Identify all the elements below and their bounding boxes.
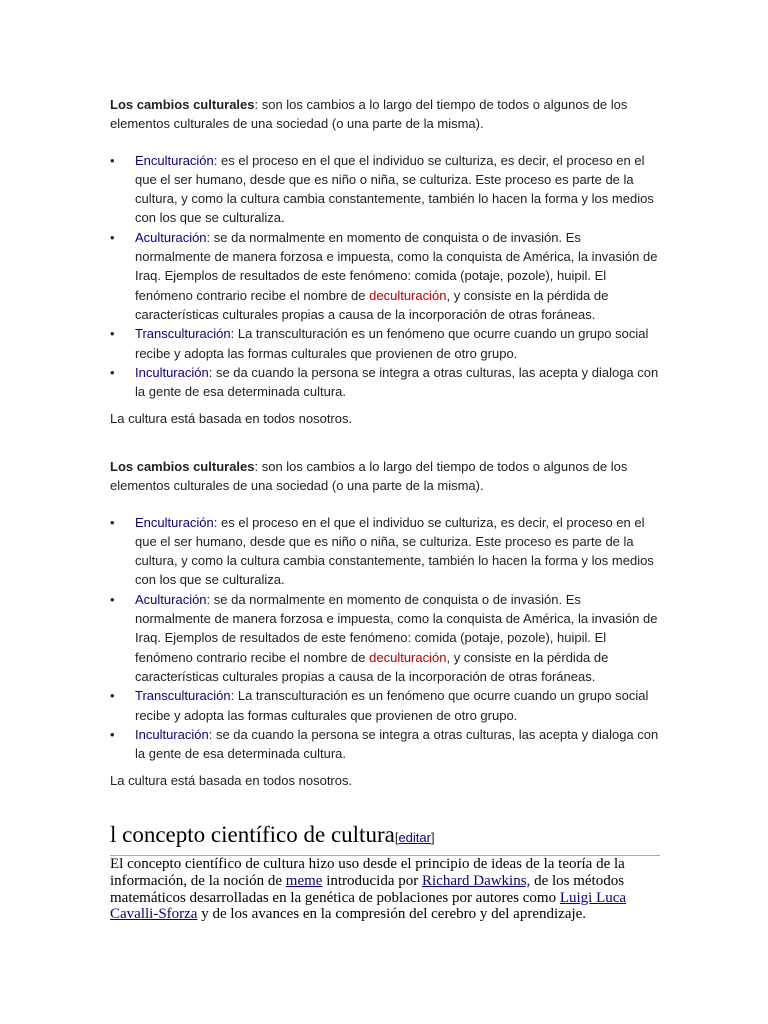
closing-text: La cultura está basada en todos nosotros. <box>110 411 353 427</box>
bullet-icon: • <box>110 364 115 380</box>
science-text-4: y de los avances en la compresión del cerebro y del aprendizaje. <box>197 906 587 923</box>
dawkins-link[interactable]: Richard Dawkins, <box>422 872 531 889</box>
term-link-transculturacion[interactable]: Transculturación <box>135 326 231 342</box>
section-heading <box>110 820 660 853</box>
term-link-aculturacion[interactable]: Aculturación <box>135 591 207 607</box>
redlink-deculturacion[interactable]: deculturación <box>369 649 447 665</box>
heading-title: l concepto científico de cultura <box>110 822 395 847</box>
term-description-cont: , y consiste en la pérdida de características culturales propias a causa de la incorporación de otras foráneas. <box>135 649 609 684</box>
edit-section <box>395 830 435 845</box>
list-item <box>110 590 660 686</box>
intro-text: : son los cambios a lo largo del tiempo de todos o algunos de los elementos culturales de una sociedad (o una parte de la misma). <box>110 459 628 494</box>
bullet-icon: • <box>110 514 115 530</box>
bullet-icon: • <box>110 152 115 168</box>
intro-paragraph <box>110 95 660 134</box>
redlink-deculturacion[interactable]: deculturación <box>369 287 447 303</box>
term-description: : se da cuando la persona se integra a otras culturas, las acepta y dialoga con la gente de esa determinada cultura. <box>135 364 659 400</box>
term-link-inculturacion[interactable]: Inculturación <box>135 726 209 742</box>
term-link-enculturacion[interactable]: Enculturación <box>135 514 214 530</box>
term-description: : se da cuando la persona se integra a otras culturas, las acepta y dialoga con la gente de esa determinada cultura. <box>135 726 659 762</box>
term-description: : es el proceso en el que el individuo se culturiza, es decir, el proceso en el que el ser humano, desde que es niño o niña, se culturiza. Este proceso es parte de la cultura, y como la cultura cambia constantemente, también lo hacen la forma y los medios con los que se culturaliza. <box>135 152 654 226</box>
bullet-icon: • <box>110 726 115 742</box>
closing-text: La cultura está basada en todos nosotros. <box>110 773 353 789</box>
section-2 <box>110 457 660 791</box>
science-paragraph <box>110 856 670 923</box>
science-text-1: El concepto científico de cultura hizo uso desde el principio de ideas de la teoría de la información, de la noción de <box>110 856 625 889</box>
terms-list <box>110 151 660 402</box>
section-heading-wrap <box>110 820 660 856</box>
list-item <box>110 363 660 402</box>
terms-list <box>110 513 660 764</box>
intro-text: : son los cambios a lo largo del tiempo de todos o algunos de los elementos culturales de una sociedad (o una parte de la misma). <box>110 97 628 132</box>
term-link-enculturacion[interactable]: Enculturación <box>135 152 214 168</box>
intro-term: Los cambios culturales <box>110 97 255 112</box>
meme-link[interactable]: meme <box>285 872 323 889</box>
science-text-2: introducida por <box>322 872 422 889</box>
list-item <box>110 228 660 324</box>
edit-link[interactable]: editar <box>398 830 431 845</box>
list-item <box>110 725 660 764</box>
science-text-3: de los métodos matemáticos desarrolladas en la genética de poblaciones por autores como <box>110 872 625 906</box>
list-item <box>110 513 660 590</box>
edit-bracket-open: [ <box>394 830 399 845</box>
list-item <box>110 151 660 228</box>
term-link-transculturacion[interactable]: Transculturación <box>135 688 231 704</box>
bullet-icon: • <box>110 229 115 245</box>
edit-bracket-close: ] <box>430 830 435 845</box>
term-description-cont: , y consiste en la pérdida de características culturales propias a causa de la incorporación de otras foráneas. <box>135 287 609 322</box>
bullet-icon: • <box>110 591 115 607</box>
intro-paragraph <box>110 457 660 496</box>
intro-term: Los cambios culturales <box>110 459 255 474</box>
term-link-inculturacion[interactable]: Inculturación <box>135 364 209 380</box>
bullet-icon: • <box>110 326 115 342</box>
term-link-aculturacion[interactable]: Aculturación <box>135 229 207 245</box>
term-description: : La transculturación es un fenómeno que ocurre cuando un grupo social recibe y adopta las formas culturales que provienen de otro grupo. <box>135 326 649 361</box>
list-item <box>110 324 660 363</box>
term-description: : se da normalmente en momento de conquista o de invasión. Es normalmente de manera forzosa e impuesta, como la conquista de América, la invasión de Iraq. Ejemplos de resultados de este fenómeno: comida (potaje, pozole), huipil. El fenómeno contrario recibe el nombre de <box>135 229 658 303</box>
term-description: : es el proceso en el que el individuo se culturiza, es decir, el proceso en el que el ser humano, desde que es niño o niña, se culturiza. Este proceso es parte de la cultura, y como la cultura cambia constantemente, también lo hacen la forma y los medios con los que se culturaliza. <box>135 514 654 588</box>
term-description: : se da normalmente en momento de conquista o de invasión. Es normalmente de manera forzosa e impuesta, como la conquista de América, la invasión de Iraq. Ejemplos de resultados de este fenómeno: comida (potaje, pozole), huipil. El fenómeno contrario recibe el nombre de <box>135 591 658 665</box>
list-item <box>110 686 660 725</box>
cavalli-sforza-link[interactable]: Luigi Luca Cavalli-Sforza <box>110 889 627 923</box>
section-1 <box>110 95 660 429</box>
term-description: : La transculturación es un fenómeno que ocurre cuando un grupo social recibe y adopta las formas culturales que provienen de otro grupo. <box>135 688 649 723</box>
bullet-icon: • <box>110 688 115 704</box>
